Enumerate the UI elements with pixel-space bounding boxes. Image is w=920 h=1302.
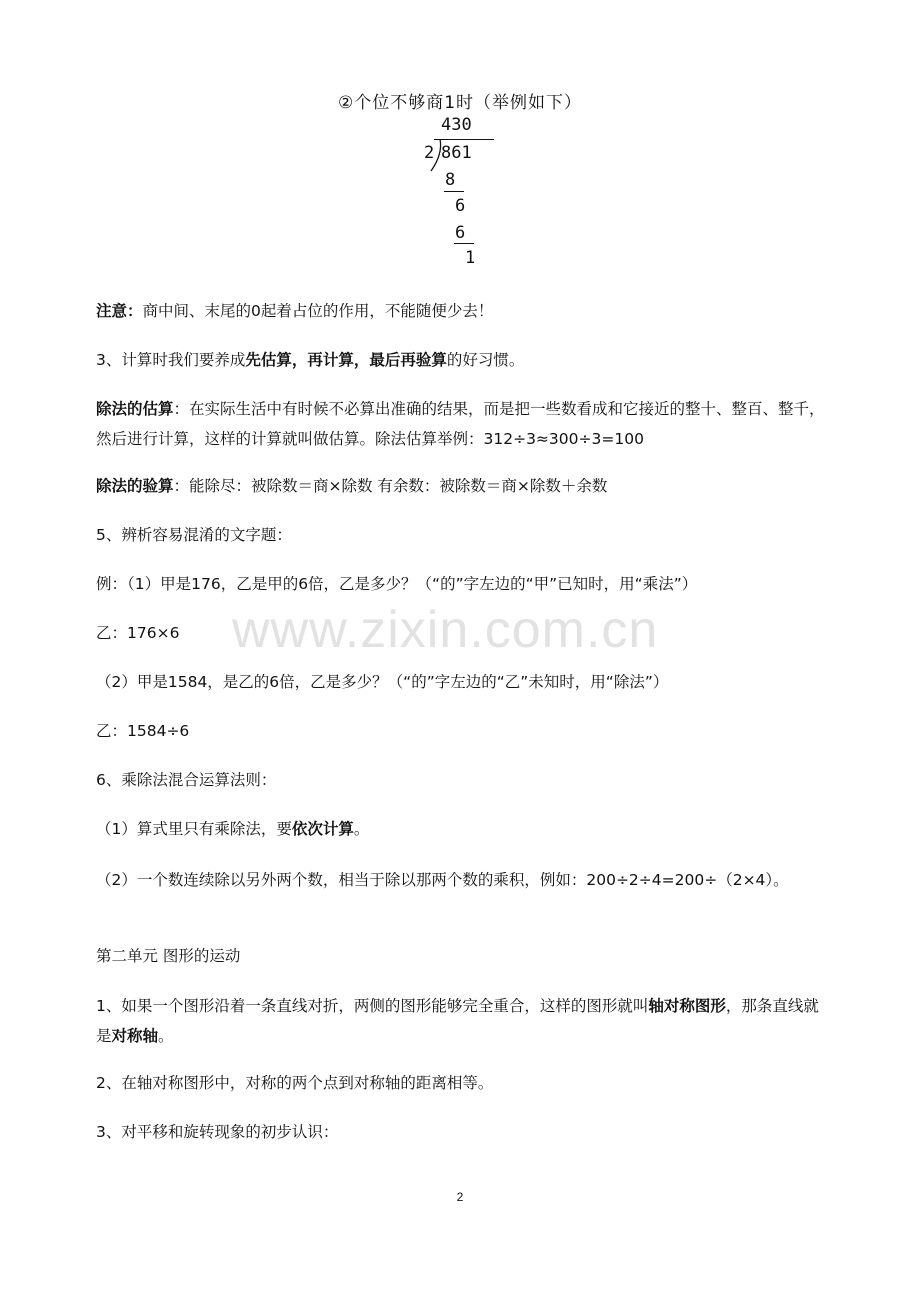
example-2: （2）甲是1584，是乙的6倍，乙是多少？（“的”字左边的“乙”未知时，用“除法”）	[96, 673, 669, 691]
answer-1: 乙：176×6	[96, 624, 180, 642]
note-text: 商中间、末尾的0起着占位的作用，不能随便少去！	[142, 302, 494, 320]
check-text: ：能除尽：被除数＝商×除数 有余数：被除数＝商×除数＋余数	[173, 477, 608, 495]
step-1: 8	[445, 170, 456, 190]
symmetry-text-c: ，那条直线就是	[96, 997, 819, 1045]
word-problem-heading: 5、辨析容易混淆的文字题：	[96, 526, 292, 544]
note-paragraph	[96, 296, 826, 326]
habit-text-c: 的好习惯。	[446, 351, 525, 369]
rule-1	[96, 814, 826, 844]
estimation-text: ：在实际生活中有时候不必算出准确的结果，而是把一些数看成和它接近的整十、整百、整千，然后进行计算，这样的计算就叫做估算。除法估算举例：312÷3≈300÷3=100	[96, 400, 825, 448]
step-2: 6	[455, 196, 466, 216]
quotient: 430	[441, 115, 472, 135]
dividend: 861	[441, 143, 472, 163]
translation-rotation-heading: 3、对平移和旋转现象的初步认识：	[96, 1123, 339, 1141]
rule-1-bold: 依次计算	[291, 820, 354, 838]
habit-bold: 先估算，再计算，最后再验算	[245, 351, 447, 369]
watermark: www.zixin.com.cn	[232, 601, 659, 659]
mixed-rules-heading: 6、乘除法混合运算法则：	[96, 771, 277, 789]
unit-2-heading: 第二单元 图形的运动	[96, 947, 241, 965]
step-3: 6	[455, 223, 466, 243]
step-3-line	[454, 243, 474, 244]
symmetry-distance: 2、在轴对称图形中，对称的两个点到对称轴的距离相等。	[96, 1074, 494, 1092]
note-label: 注意：	[96, 302, 143, 320]
estimation-label: 除法的估算	[96, 400, 174, 418]
rule-1-text-a: （1）算式里只有乘除法，要	[96, 820, 292, 838]
example-title: ②个位不够商1时（举例如下）	[337, 93, 583, 113]
habit-text-a: 3、计算时我们要养成	[96, 351, 246, 369]
step-1-line	[444, 191, 464, 192]
habit-paragraph	[96, 345, 826, 375]
rule-1-text-c: 。	[353, 820, 370, 838]
symmetry-text-a: 1、如果一个图形沿着一条直线对折，两侧的图形能够完全重合，这样的图形就叫	[96, 997, 649, 1015]
page-number: 2	[456, 1190, 464, 1204]
symmetry-definition	[96, 991, 826, 1051]
answer-2: 乙：1584÷6	[96, 722, 190, 740]
divisor: 2	[424, 143, 435, 163]
symmetry-term: 轴对称图形	[648, 997, 726, 1015]
rule-2: （2）一个数连续除以另外两个数，相当于除以那两个数的乘积，例如：200÷2÷4=200÷（2×4）。	[96, 871, 789, 889]
symmetry-text-e: 。	[158, 1027, 174, 1045]
check-paragraph	[96, 471, 826, 501]
remainder: 1	[465, 248, 476, 268]
example-1: 例：（1）甲是176，乙是甲的6倍，乙是多少？（“的”字左边的“甲”已知时，用“乘法”）	[96, 575, 698, 593]
check-label: 除法的验算	[96, 477, 174, 495]
axis-term: 对称轴	[111, 1027, 159, 1045]
estimation-paragraph	[96, 394, 826, 454]
